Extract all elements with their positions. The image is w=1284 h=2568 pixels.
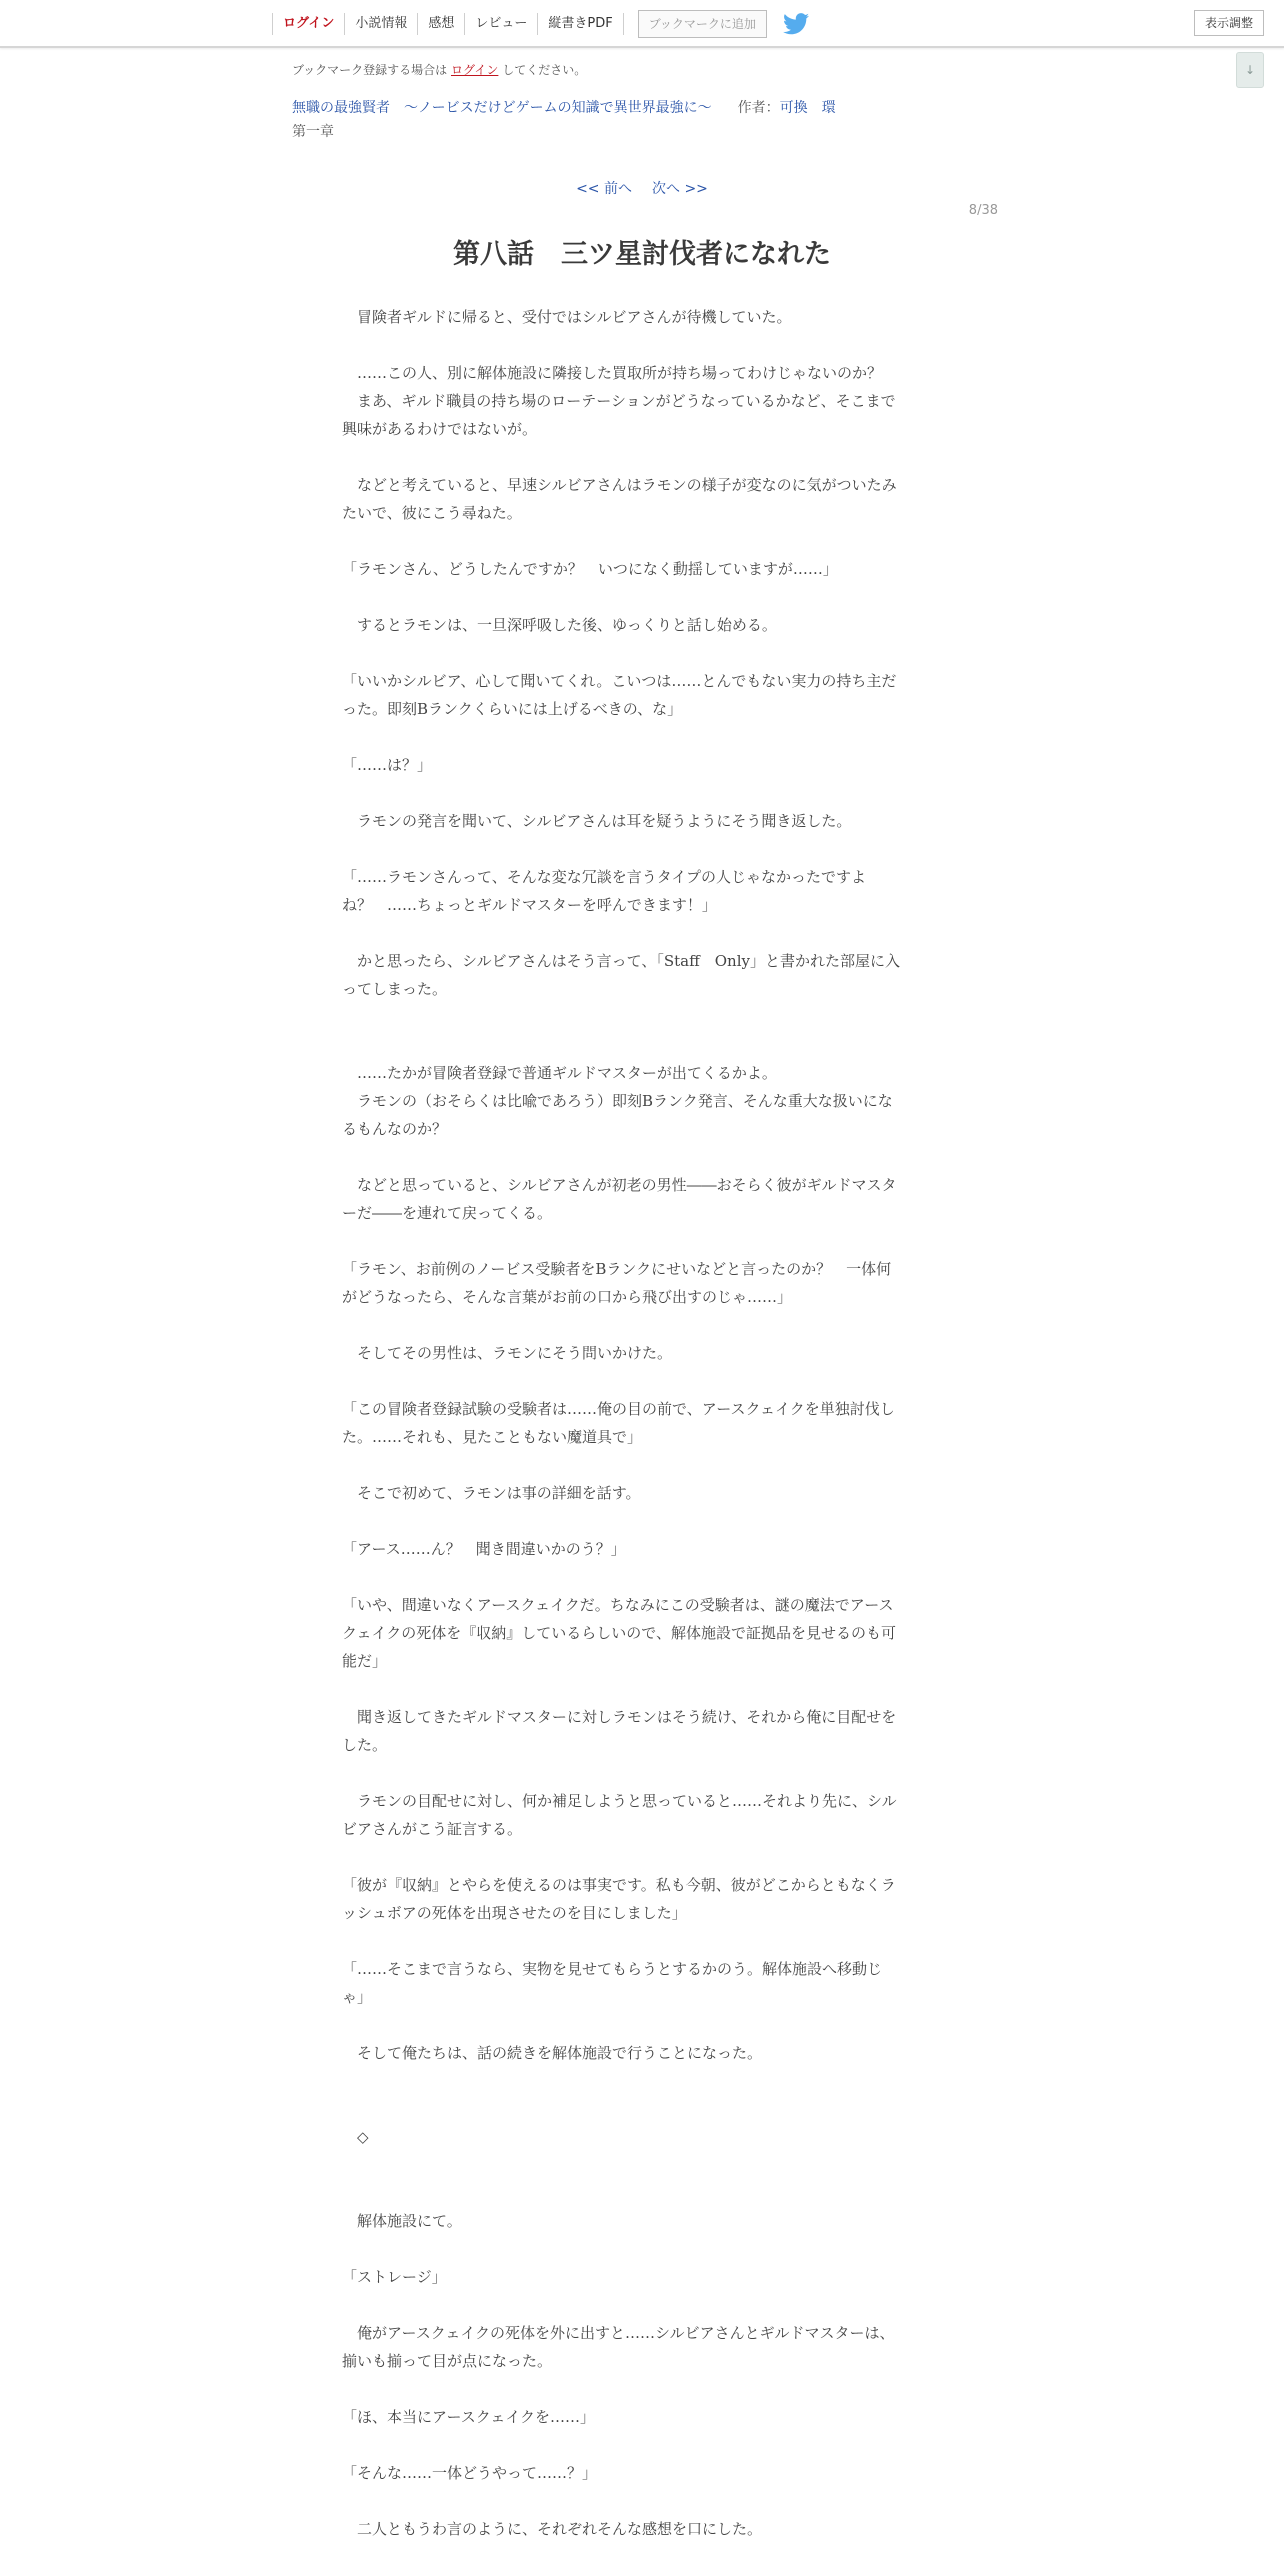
body-line: 「ほ、本当にアースクェイクを……」 xyxy=(342,2408,596,2426)
top-navigation-bar xyxy=(0,0,1284,48)
blank-line xyxy=(342,1563,942,1591)
blank-line xyxy=(342,2291,942,2319)
login-notice-text-after: してください。 xyxy=(498,63,587,77)
blank-line xyxy=(342,2095,942,2123)
body-line: がどうなったら、そんな言葉がお前の口から飛び出すのじゃ……」 xyxy=(342,1288,793,1306)
body-line: 「ラモンさん、どうしたんですか？ いつになく動揺していますが……」 xyxy=(342,560,838,578)
body-line: ラモンの（おそらくは比喩であろう）即刻Bランク発言、そんな重大な扱いにな xyxy=(342,1092,893,1110)
body-line: 興味があるわけではないが。 xyxy=(342,420,538,438)
series-info xyxy=(292,97,836,117)
series-title-link[interactable]: 無職の最強賢者 〜ノービスだけどゲームの知識で異世界最強に〜 xyxy=(292,100,712,116)
blank-line xyxy=(342,2179,942,2207)
blank-line xyxy=(342,1759,942,1787)
body-line: そこで初めて、ラモンは事の詳細を話す。 xyxy=(342,1484,641,1502)
body-line: ね？ ……ちょっとギルドマスターを呼んできます！」 xyxy=(342,896,717,914)
episode-count: 8/38 xyxy=(968,203,998,218)
body-line: 「……は？」 xyxy=(342,756,433,774)
blank-line xyxy=(342,527,942,555)
login-notice xyxy=(292,61,586,78)
body-line: 俺がアースクェイクの死体を外に出すと……シルビアさんとギルドマスターは、 xyxy=(342,2324,895,2342)
blank-line xyxy=(342,2067,942,2095)
body-line: ……たかが冒険者登録で普通ギルドマスターが出てくるかよ。 xyxy=(342,1064,777,1082)
blank-line xyxy=(342,1843,942,1871)
body-line: 「……ラモンさんって、そんな変な冗談を言うタイプの人じゃなかったですよ xyxy=(342,868,866,886)
chapter-title: 第一章 xyxy=(292,124,334,140)
blank-line xyxy=(342,1507,942,1535)
blank-line xyxy=(342,2235,942,2263)
episode-title: 第八話 三ツ星討伐者になれた xyxy=(453,239,831,270)
blank-line xyxy=(342,1143,942,1171)
novel-body xyxy=(342,303,942,2543)
body-line: 解体施設にて。 xyxy=(342,2212,462,2230)
body-line: などと考えていると、早速シルビアさんはラモンの様子が変なのに気がついたみ xyxy=(342,476,897,494)
author-label: 作者： xyxy=(737,100,780,116)
body-line: するとラモンは、一旦深呼吸した後、ゆっくりと話し始める。 xyxy=(342,616,777,634)
body-line: たいで、彼にこう尋ねた。 xyxy=(342,504,522,522)
body-line: そしてその男性は、ラモンにそう問いかけた。 xyxy=(342,1344,673,1362)
body-line: るもんなのか？ xyxy=(342,1120,448,1138)
blank-line xyxy=(342,331,942,359)
body-line: 二人ともうわ言のように、それぞれそんな感想を口にした。 xyxy=(342,2520,763,2538)
blank-line xyxy=(342,2375,942,2403)
body-line: 聞き返してきたギルドマスターに対しラモンはそう続け、それから俺に目配せを xyxy=(342,1708,897,1726)
vertical-pdf-link[interactable]: 縦書きPDF xyxy=(537,13,623,35)
blank-line xyxy=(342,1367,942,1395)
blank-line xyxy=(342,779,942,807)
blank-line xyxy=(342,443,942,471)
body-line: 冒険者ギルドに帰ると、受付ではシルビアさんが待機していた。 xyxy=(342,308,792,326)
blank-line xyxy=(342,1311,942,1339)
body-line: ーだ――を連れて戻ってくる。 xyxy=(342,1204,553,1222)
novel-info-link[interactable]: 小説情報 xyxy=(344,13,417,35)
login-notice-text-before: ブックマーク登録する場合は xyxy=(292,63,451,77)
body-line: 「彼が『収納』とやらを使えるのは事実です。私も今朝、彼がどこからともなくラ xyxy=(342,1876,896,1894)
body-line: 「アース……ん？ 聞き間違いかのう？」 xyxy=(342,1540,626,1558)
add-bookmark-button[interactable]: ブックマークに追加 xyxy=(638,10,767,38)
body-line: 「いや、間違いなくアースクェイクだ。ちなみにこの受験者は、謎の魔法でアース xyxy=(342,1596,894,1614)
body-line: 「いいかシルビア、心して聞いてくれ。こいつは……とんでもない実力の持ち主だ xyxy=(342,672,897,690)
body-line: 揃いも揃って目が点になった。 xyxy=(342,2352,553,2370)
body-line: ってしまった。 xyxy=(342,980,448,998)
body-line: た。……それも、見たこともない魔道具で」 xyxy=(342,1428,643,1446)
top-nav-menu xyxy=(272,10,809,38)
blank-line xyxy=(342,835,942,863)
display-settings-button[interactable]: 表示調整 xyxy=(1194,10,1264,36)
author-link[interactable]: 可換 環 xyxy=(779,100,836,116)
body-line: ラモンの目配せに対し、何か補足しようと思っていると……それより先に、シル xyxy=(342,1792,897,1810)
scroll-down-button[interactable]: ↓ xyxy=(1236,52,1264,88)
blank-line xyxy=(342,1675,942,1703)
body-line: かと思ったら、シルビアさんはそう言って、「Staff Only」と書かれた部屋に入 xyxy=(342,952,900,970)
body-line: した。 xyxy=(342,1736,388,1754)
next-episode-link[interactable]: 次へ >> xyxy=(652,181,708,197)
body-line: そして俺たちは、話の続きを解体施設で行うことになった。 xyxy=(342,2044,763,2062)
body-line: ゃ」 xyxy=(342,1988,373,2006)
blank-line xyxy=(342,723,942,751)
body-line: ◇ xyxy=(342,2128,369,2146)
blank-line xyxy=(342,1003,942,1031)
body-line: 「そんな……一体どうやって……？」 xyxy=(342,2464,598,2482)
blank-line xyxy=(342,919,942,947)
login-link[interactable]: ログイン xyxy=(272,13,344,35)
body-line: った。即刻Bランクくらいには上げるべきの、な」 xyxy=(342,700,683,718)
impressions-link[interactable]: 感想 xyxy=(417,13,464,35)
prev-episode-link[interactable]: << 前へ xyxy=(576,181,632,197)
blank-line xyxy=(342,639,942,667)
blank-line xyxy=(342,2431,942,2459)
blank-line xyxy=(342,2151,942,2179)
blank-line xyxy=(342,1031,942,1059)
body-line: 「この冒険者登録試験の受験者は……俺の目の前で、アースクェイクを単独討伐し xyxy=(342,1400,895,1418)
body-line: 「ラモン、お前例のノービス受験者をBランクにせいなどと言ったのか？ 一体何 xyxy=(342,1260,892,1278)
blank-line xyxy=(342,583,942,611)
login-notice-link[interactable]: ログイン xyxy=(450,63,499,77)
body-line: ッシュボアの死体を出現させたのを目にしました」 xyxy=(342,1904,687,1922)
body-line: などと思っていると、シルビアさんが初老の男性――おそらく彼がギルドマスタ xyxy=(342,1176,897,1194)
body-line: まあ、ギルド職員の持ち場のローテーションがどうなっているかなど、そこまで xyxy=(342,392,896,410)
body-line: 「ストレージ」 xyxy=(342,2268,447,2286)
blank-line xyxy=(342,1927,942,1955)
twitter-icon[interactable] xyxy=(783,13,809,35)
episode-pager xyxy=(0,178,1284,198)
body-line: 「……そこまで言うなら、実物を見せてもらうとするかのう。解体施設へ移動じ xyxy=(342,1960,883,1978)
blank-line xyxy=(342,1451,942,1479)
body-line: ラモンの発言を聞いて、シルビアさんは耳を疑うようにそう聞き返した。 xyxy=(342,812,852,830)
body-line: クェイクの死体を『収納』しているらしいので、解体施設で証拠品を見せるのも可 xyxy=(342,1624,896,1642)
body-line: ビアさんがこう証言する。 xyxy=(342,1820,523,1838)
blank-line xyxy=(342,2011,942,2039)
blank-line xyxy=(342,1227,942,1255)
review-link[interactable]: レビュー xyxy=(464,13,537,35)
blank-line xyxy=(342,2487,942,2515)
body-line: 能だ」 xyxy=(342,1652,388,1670)
body-line: ……この人、別に解体施設に隣接した買取所が持ち場ってわけじゃないのか？ xyxy=(342,364,883,382)
